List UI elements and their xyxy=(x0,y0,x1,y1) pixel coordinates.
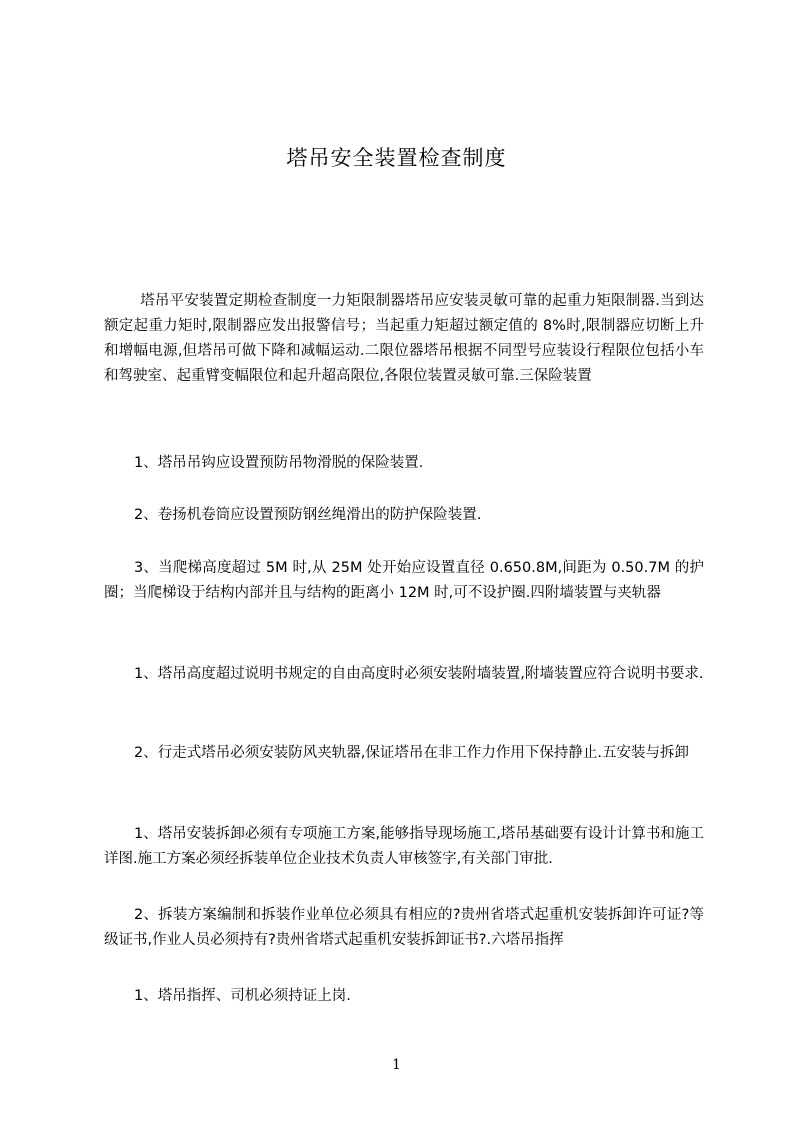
paragraph-item xyxy=(104,662,704,687)
paragraph-item xyxy=(104,984,704,1009)
paragraph-item xyxy=(104,451,704,476)
paragraph-text: 1、塔吊指挥、司机必须持证上岗. xyxy=(134,988,351,1004)
paragraph-text: 1、塔吊安装拆卸必须有专项施工方案,能够指导现场施工,塔吊基础要有设计计算书和施工详图.施工方案必须经拆装单位企业技术负责人审核签字,有关部门审批. xyxy=(104,826,704,867)
paragraph-text: 1、塔吊高度超过说明书规定的自由高度时必须安装附墙装置,附墙装置应符合说明书要求. xyxy=(134,666,704,682)
paragraph-text: 2、拆装方案编制和拆装作业单位必须具有相应的?贵州省塔式起重机安装拆卸许可证?等级证书,作业人员必须持有?贵州省塔式起重机安装拆卸证书?.六塔吊指挥 xyxy=(104,907,704,948)
paragraph-item xyxy=(104,741,704,766)
paragraph-item xyxy=(104,903,704,953)
paragraph-intro xyxy=(104,289,704,389)
paragraph-item xyxy=(104,822,704,872)
paragraph-text: 塔吊平安装置定期检查制度一力矩限制器塔吊应安装灵敏可靠的起重力矩限制器.当到达额定起重力矩时,限制器应发出报警信号；当起重力矩超过额定值的 8%时,限制器应切断上升和增幅电源,但塔吊可做下降和减幅运动.二限位器塔吊根据不同型号应装设行程限位包括小车和驾驶室、起重臂变幅限位和起升超高限位,各限位装置灵敏可靠.三保险装置 xyxy=(104,293,704,384)
page-number: 1 xyxy=(392,1057,401,1073)
paragraph-item xyxy=(104,556,704,606)
paragraph-text: 2、卷扬机卷筒应设置预防钢丝绳滑出的防护保险装置. xyxy=(134,507,482,523)
paragraph-text: 2、行走式塔吊必须安装防风夹轨器,保证塔吊在非工作力作用下保持静止.五安装与拆卸 xyxy=(134,745,689,761)
page-title: 塔吊安全装置检查制度 xyxy=(286,146,507,170)
paragraph-text: 3、当爬梯高度超过 5M 时,从 25M 处开始应设置直径 0.650.8M,间距为 0.50.7M 的护圈；当爬梯设于结构内部并且与结构的距离小 12M 时,可不设护圈.四附墙装置与夹轨器 xyxy=(104,560,704,601)
paragraph-item xyxy=(104,503,704,528)
paragraph-text: 1、塔吊吊钩应设置预防吊物滑脱的保险装置. xyxy=(134,455,424,471)
